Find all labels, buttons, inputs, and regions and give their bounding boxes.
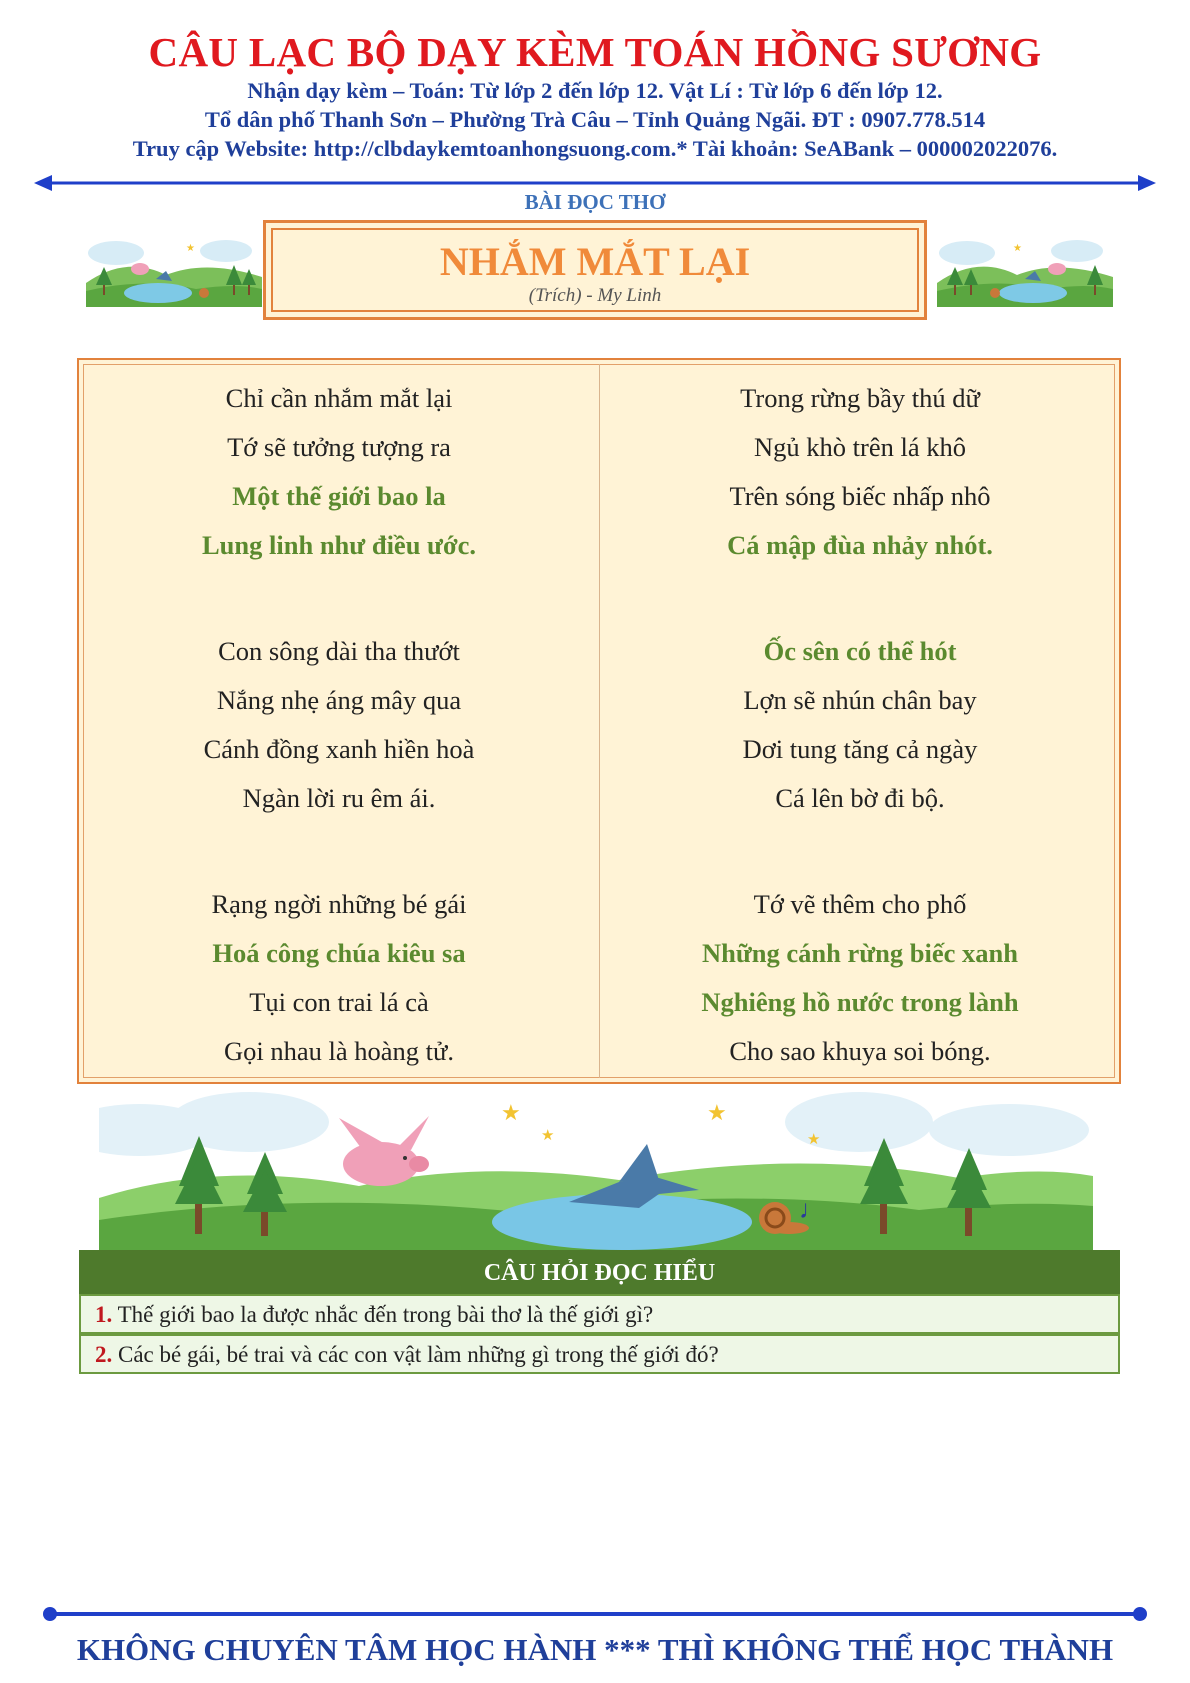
poem-line: Một thế giới bao la <box>232 481 446 511</box>
poem-line: Tớ vẽ thêm cho phố <box>753 889 967 919</box>
poem-line: Con sông dài tha thướt <box>218 636 460 666</box>
poem-stanza <box>79 880 599 1076</box>
poem-stanza <box>79 374 599 570</box>
poem-line: Ngủ khò trên lá khô <box>754 432 966 462</box>
poem-line: Nắng nhẹ áng mây qua <box>216 685 462 715</box>
questions-heading: CÂU HỎI ĐỌC HIỂU <box>79 1250 1120 1294</box>
poem-line: Nghiêng hồ nước trong lành <box>701 987 1019 1017</box>
question-text: Các bé gái, bé trai và các con vật làm những gì trong thế giới đó? <box>118 1342 719 1367</box>
poem-line: Cánh đồng xanh hiền hoà <box>203 734 475 764</box>
poem-stanza <box>600 880 1120 1076</box>
poem-line: Cá lên bờ đi bộ. <box>775 783 945 813</box>
poem-title: NHẮM MẮT LẠI <box>439 239 751 284</box>
poem-line: Tụi con trai lá cà <box>249 987 429 1017</box>
poem-line: Trong rừng bầy thú dữ <box>740 383 980 413</box>
poem-title-box <box>263 220 927 320</box>
poem-line: Lung linh như điều ước. <box>201 530 477 560</box>
question-number: 2. <box>95 1342 113 1367</box>
poem-line: Hoá công chúa kiêu sa <box>212 938 466 968</box>
header-line-1: Nhận dạy kèm – Toán: Từ lớp 2 đến lớp 12. Vật Lí : Từ lớp 6 đến lớp 12. <box>247 78 943 103</box>
star-icon: ★ <box>707 1100 727 1125</box>
svg-text:★: ★ <box>1013 243 1022 254</box>
poem-line: Trên sóng biếc nhấp nhô <box>729 481 991 511</box>
poem-author: (Trích) - My Linh <box>528 285 662 306</box>
poem-line: Những cánh rừng biếc xanh <box>701 938 1018 968</box>
poem-line: Gọi nhau là hoàng tử. <box>224 1036 454 1066</box>
poem-right-column <box>600 374 1120 1133</box>
star-icon: ★ <box>807 1132 821 1148</box>
poem-stanza <box>600 627 1120 823</box>
star-icon: ★ <box>541 1128 555 1144</box>
question-number: 1. <box>95 1302 113 1327</box>
club-title: CÂU LẠC BỘ DẠY KÈM TOÁN HỒNG SƯƠNG <box>148 29 1042 75</box>
poem-line: Rạng ngời những bé gái <box>211 889 467 919</box>
poem-line: Ốc sên có thể hót <box>763 636 957 666</box>
star-icon: ★ <box>501 1100 521 1125</box>
footer-motto: KHÔNG CHUYÊN TÂM HỌC HÀNH *** THÌ KHÔNG THỂ HỌC THÀNH <box>76 1632 1114 1667</box>
poem-line: Chỉ cần nhắm mắt lại <box>225 383 453 413</box>
poem-stanza <box>600 374 1120 570</box>
poem-box <box>77 358 1121 1084</box>
header-line-3: Truy cập Website: http://clbdaykemtoanhongsuong.com.* Tài khoản: SeABank – 000002022076. <box>132 136 1058 161</box>
question-row <box>79 1334 1120 1374</box>
poem-line: Cá mập đùa nhảy nhót. <box>727 530 993 560</box>
landscape-illustration-right <box>937 233 1113 307</box>
poem-line: Dơi tung tăng cả ngày <box>742 734 978 764</box>
question-row <box>79 1294 1120 1334</box>
header-line-2: Tổ dân phố Thanh Sơn – Phường Trà Câu – Tỉnh Quảng Ngãi. ĐT : 0907.778.514 <box>204 107 986 132</box>
poem-line: Ngàn lời ru êm ái. <box>242 783 436 813</box>
poem-line: Lợn sẽ nhún chân bay <box>743 685 977 715</box>
section-label: BÀI ĐỌC THƠ <box>524 190 666 214</box>
footer-divider-line <box>42 1606 1148 1622</box>
question-text: Thế giới bao la được nhắc đến trong bài thơ là thế giới gì? <box>117 1302 654 1327</box>
poem-line: Tớ sẽ tưởng tượng ra <box>227 432 451 462</box>
landscape-illustration-left <box>86 233 262 307</box>
svg-text:★: ★ <box>186 243 195 254</box>
poem-stanza <box>79 627 599 823</box>
landscape-illustration <box>99 1090 1093 1250</box>
svg-text:♩: ♩ <box>799 1195 825 1224</box>
poem-left-column <box>79 374 599 1133</box>
poem-line: Cho sao khuya soi bóng. <box>729 1036 991 1066</box>
